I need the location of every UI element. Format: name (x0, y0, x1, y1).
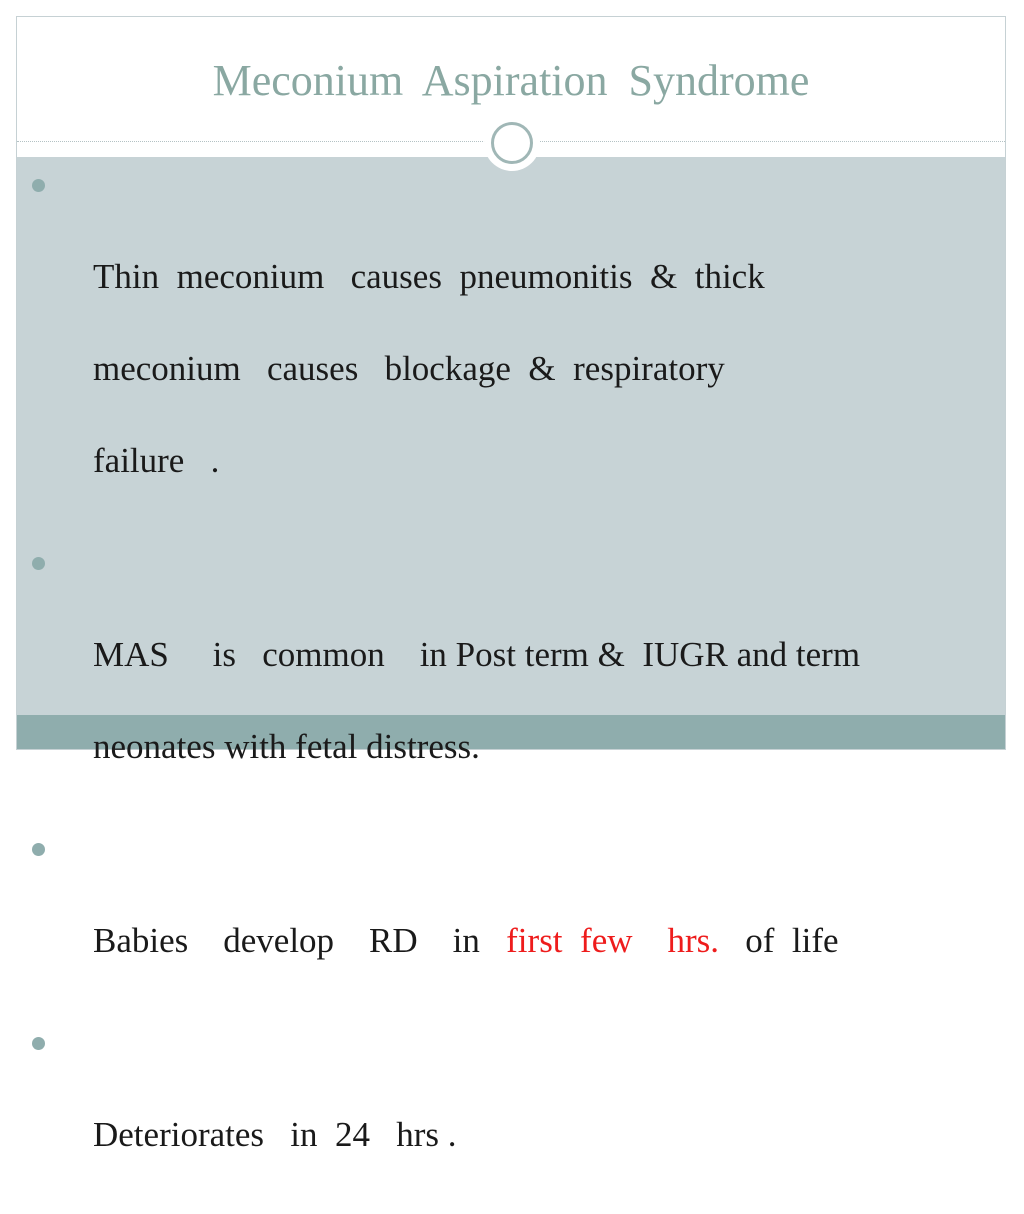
bullet-text-line: MAS is common in Post term & IUGR and term (93, 635, 861, 674)
bullet-text: Babies develop RD in (93, 921, 507, 960)
bullet-text-line: neonates with fetal distress. (93, 727, 480, 766)
highlighted-text: first few hrs. (506, 921, 720, 960)
dot-icon (32, 557, 45, 570)
slide-title: Meconium Aspiration Syndrome (212, 56, 810, 105)
bullet-list (32, 162, 972, 1214)
bullet-item (32, 162, 972, 530)
dot-icon (32, 179, 45, 192)
bullet-text-line: meconium causes blockage & respiratory (93, 349, 725, 388)
dot-icon (32, 843, 45, 856)
bullet-text: Deteriorates in 24 hrs . (93, 1115, 457, 1154)
bullet-item (32, 826, 972, 1010)
bullet-text: of life (719, 921, 839, 960)
bullet-item (32, 540, 972, 816)
bullet-item (32, 1020, 972, 1204)
bullet-text-line: Thin meconium causes pneumonitis & thick (93, 257, 765, 296)
dot-icon (32, 1037, 45, 1050)
ornament-ring (491, 122, 533, 164)
bullet-text-line: failure . (93, 441, 220, 480)
